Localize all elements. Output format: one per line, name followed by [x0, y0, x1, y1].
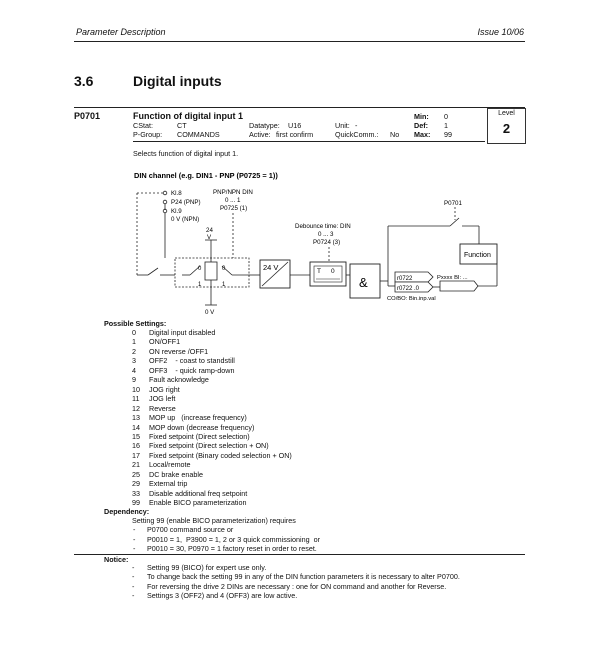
pnp-npn-param: P0725 (1) [220, 205, 248, 212]
setting-text: MOP down (decrease frequency) [149, 422, 255, 432]
dependency-intro: Setting 99 (enable BICO parameterization) requires [132, 516, 296, 525]
datatype-label: Datatype: [249, 121, 280, 130]
setting-text: OFF2 - coast to standstill [149, 356, 235, 366]
max-value: 99 [444, 130, 452, 139]
setting-number: 15 [132, 431, 140, 441]
parameter-title: Function of digital input 1 [133, 111, 243, 121]
setting-number: 21 [132, 460, 140, 470]
setting-number: 99 [132, 498, 140, 508]
setting-text: Fixed setpoint (Direct selection) [149, 431, 250, 441]
setting-number: 11 [132, 394, 140, 404]
setting-text: Digital input disabled [149, 328, 216, 337]
list-item [132, 451, 292, 460]
setting-number: 0 [132, 328, 136, 337]
dependency-item: P0010 = 30, P0970 = 1 factory reset in order to reset. [147, 544, 317, 554]
list-item [132, 328, 292, 337]
max-label: Max: [414, 130, 431, 139]
setting-text: External trip [149, 479, 188, 489]
list-item [132, 413, 292, 422]
list-item: - P0010 = 1, P3900 = 1, 2 or 3 quick commissioning or [133, 534, 320, 544]
timer-0: 0 [331, 268, 335, 275]
list-item: - P0700 command source or [133, 525, 234, 535]
setting-text: Local/remote [149, 460, 191, 470]
setting-text: Enable BICO parameterization [149, 498, 247, 508]
terminal-0v-npn: 0 V (NPN) [171, 216, 200, 223]
setting-text: Fault acknowledge [149, 375, 209, 385]
setting-text: Reverse [149, 403, 176, 413]
pgroup-value: COMMANDS [177, 130, 220, 139]
min-value: 0 [444, 112, 448, 121]
list-item [132, 441, 292, 450]
dependency-item: P0010 = 1, P3900 = 1, 2 or 3 quick commissioning or [147, 534, 320, 544]
setting-number: 14 [132, 422, 140, 432]
parameter-description: Selects function of digital input 1. [133, 149, 239, 158]
setting-text: DC brake enable [149, 469, 203, 479]
cobo-label: CO/BO: Bin.inp.val [387, 296, 436, 302]
cstat-label: CStat: [133, 121, 153, 130]
ground-0v: 0 V [205, 309, 215, 316]
setting-text: Fixed setpoint (Binary coded selection + ON) [149, 450, 292, 460]
p0701-label: P0701 [444, 200, 462, 207]
list-item [132, 432, 292, 441]
def-value: 1 [444, 121, 448, 130]
and-gate: & [359, 275, 368, 290]
pnp-npn-title: PNP/NPN DIN [213, 189, 253, 196]
list-item: - Settings 3 (OFF2) and 4 (OFF3) are low active. [132, 591, 298, 601]
cstat-value: CT [177, 121, 187, 130]
debounce-title: Debounce time: DIN [295, 223, 351, 230]
section-number: 3.6 [74, 73, 94, 89]
setting-text: MOP up (increase frequency) [149, 413, 247, 423]
page-header-right: Issue 10/06 [477, 27, 524, 37]
setting-text: JOG left [149, 394, 176, 404]
notice-item: Setting 99 (BICO) for expert use only. [147, 563, 267, 572]
list-item [132, 479, 292, 488]
converter-label: 24 V [263, 263, 279, 272]
connector-r0722: r0722 [397, 276, 413, 282]
dependency-item: P0700 command source or [147, 525, 234, 535]
notice-label: Notice: [104, 555, 129, 564]
terminal-p24: P24 (PNP) [171, 199, 201, 206]
datatype-value: U16 [288, 121, 302, 130]
list-item [132, 498, 292, 507]
switch-pos-0-left: 0 [198, 266, 202, 272]
notice-item: For reversing the drive 2 DINs are necessary : one for ON command and another for Reverse. [147, 581, 447, 591]
dependency-label: Dependency: [104, 507, 150, 516]
list-item: - For reversing the drive 2 DINs are necessary : one for ON command and another for Reverse. [132, 581, 447, 591]
def-label: Def: [414, 121, 428, 130]
active-value: first confirm [276, 130, 314, 139]
timer-t: T [317, 268, 321, 275]
switch-pos-1-left: 1 [198, 282, 202, 288]
list-item [132, 356, 292, 365]
debounce-param: P0724 (3) [313, 239, 341, 246]
list-item [132, 404, 292, 413]
min-label: Min: [414, 112, 429, 121]
list-item [132, 394, 292, 403]
quickcomm-label: QuickComm.: [335, 130, 379, 139]
list-item: - To change back the setting 99 in any of the DIN function parameters it is necessary to alter P0700. [132, 572, 460, 582]
list-item [132, 375, 292, 384]
notice-block [132, 563, 460, 601]
section-title: Digital inputs [133, 73, 222, 89]
connector-r0722-0: r0722 .0 [397, 286, 420, 292]
notice-item: Settings 3 (OFF2) and 4 (OFF3) are low active. [147, 591, 298, 601]
diagram-title: DIN channel (e.g. DIN1 - PNP (P0725 = 1)) [134, 171, 278, 180]
page-header-left: Parameter Description [76, 27, 166, 37]
setting-number: 1 [132, 337, 136, 347]
terminal-kl9: Kl.9 [171, 208, 182, 215]
setting-number: 2 [132, 346, 136, 356]
settings-list [132, 328, 292, 508]
list-item: - P0010 = 30, P0970 = 1 factory reset in order to reset. [133, 544, 317, 554]
terminal-kl8: Kl.8 [171, 190, 182, 197]
setting-text: JOG right [149, 384, 180, 394]
list-item [132, 460, 292, 469]
unit-value: - [355, 121, 358, 130]
pgroup-label: P-Group: [133, 130, 163, 139]
list-item [132, 385, 292, 394]
dependency-block [132, 516, 320, 554]
notice-item: To change back the setting 99 in any of the DIN function parameters it is necessary to alter P0700. [147, 572, 460, 582]
list-item [132, 423, 292, 432]
setting-text: Disable additional freq setpoint [149, 488, 248, 498]
setting-number: 29 [132, 479, 140, 489]
unit-label: Unit: [335, 121, 350, 130]
setting-text: OFF3 - quick ramp-down [149, 365, 235, 375]
setting-number: 3 [132, 356, 136, 366]
setting-number: 16 [132, 441, 140, 451]
notice-rule [74, 554, 525, 555]
possible-settings-label: Possible Settings: [104, 319, 167, 328]
setting-text: ON/OFF1 [149, 337, 181, 347]
setting-number: 13 [132, 413, 140, 423]
list-item [132, 366, 292, 375]
list-item [132, 337, 292, 346]
pnp-npn-range: 0 ... 1 [225, 197, 241, 204]
setting-number: 25 [132, 469, 140, 479]
list-item: - Setting 99 (BICO) for expert use only. [132, 563, 267, 572]
supply-24: 24 [206, 227, 213, 234]
switch-pos-1-right: 1 [222, 282, 226, 288]
level-value: 2 [502, 121, 511, 136]
setting-number: 12 [132, 403, 140, 413]
list-item [132, 347, 292, 356]
supply-v: V [207, 234, 212, 241]
din-channel-diagram [0, 0, 590, 330]
active-label: Active: [249, 130, 271, 139]
setting-number: 17 [132, 450, 140, 460]
setting-number: 10 [132, 384, 140, 394]
switch-pos-0-right: 0 [222, 266, 226, 272]
quickcomm-value: No [390, 130, 400, 139]
list-item [132, 489, 292, 498]
debounce-range: 0 ... 3 [318, 231, 334, 238]
setting-number: 4 [132, 365, 136, 375]
setting-number: 9 [132, 375, 136, 385]
setting-text: ON reverse /OFF1 [149, 346, 209, 356]
pxxxx-label: Pxxxx BI: ... [437, 275, 468, 281]
setting-text: Fixed setpoint (Direct selection + ON) [149, 441, 269, 451]
setting-number: 33 [132, 488, 140, 498]
level-label: Level [498, 110, 515, 117]
parameter-id: P0701 [74, 111, 101, 121]
list-item [132, 470, 292, 479]
function-box: Function [464, 252, 491, 259]
